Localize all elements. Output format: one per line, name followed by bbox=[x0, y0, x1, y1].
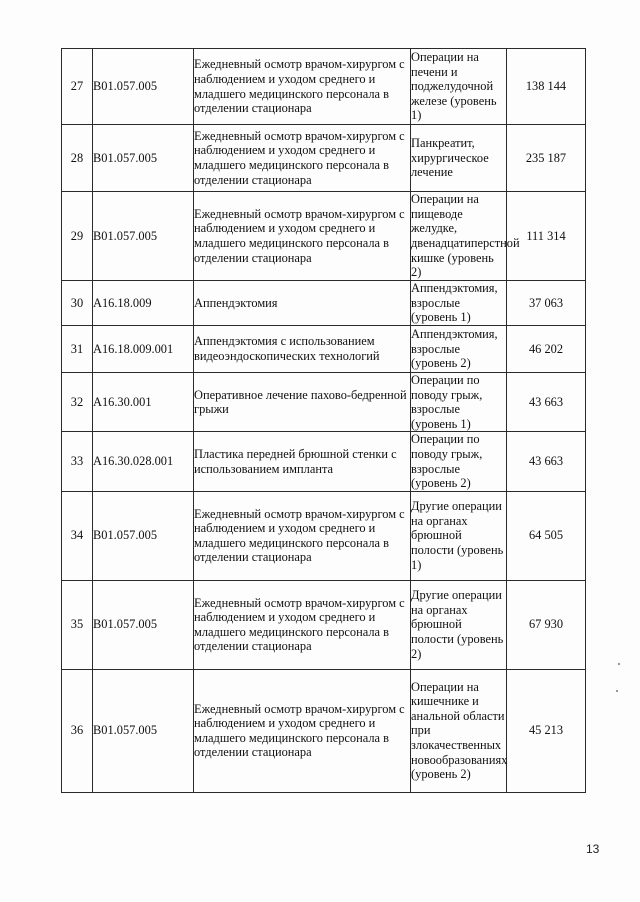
page-number: 13 bbox=[586, 842, 600, 856]
service-code: A16.18.009.001 bbox=[93, 326, 194, 373]
service-name-text: Пластика передней брюшной стенки с использованием импланта bbox=[194, 446, 397, 476]
service-code: B01.057.005 bbox=[93, 125, 194, 192]
table-row bbox=[62, 491, 586, 580]
table-row bbox=[62, 192, 586, 281]
service-name-text: Аппендэктомия bbox=[194, 295, 278, 310]
service-code: A16.30.028.001 bbox=[93, 432, 194, 491]
operation-group bbox=[411, 49, 507, 125]
operation-group-text: Операции на кишечнике и анальной области при злокачественных новообразованиях (уровень 2) bbox=[411, 679, 508, 782]
row-number: 28 bbox=[62, 125, 93, 192]
operation-group-text: Аппендэктомия, взрослые (уровень 1) bbox=[411, 281, 498, 325]
service-code: B01.057.005 bbox=[93, 580, 194, 669]
service-name-text: Ежедневный осмотр врачом-хирургом с наблюдением и уходом среднего и младшего медицинского персонала в отделении стационара bbox=[194, 57, 405, 116]
operation-group-text: Другие операции на органах брюшной полости (уровень 2) bbox=[411, 588, 504, 661]
operation-group bbox=[411, 192, 520, 281]
service-name bbox=[194, 669, 411, 792]
service-name-text: Ежедневный осмотр врачом-хирургом с наблюдением и уходом среднего и младшего медицинского персонала в отделении стационара bbox=[194, 506, 405, 565]
row-number: 27 bbox=[62, 49, 93, 125]
service-name-text: Ежедневный осмотр врачом-хирургом с наблюдением и уходом среднего и младшего медицинского персонала в отделении стационара bbox=[194, 595, 405, 654]
service-code: B01.057.005 bbox=[93, 192, 194, 281]
service-code: B01.057.005 bbox=[93, 669, 194, 792]
service-name bbox=[194, 373, 411, 432]
service-code: B01.057.005 bbox=[93, 491, 194, 580]
operation-group bbox=[411, 125, 507, 192]
price: 43 663 bbox=[507, 432, 586, 491]
operation-group bbox=[411, 281, 507, 326]
row-number: 30 bbox=[62, 281, 93, 326]
operation-group-text: Панкреатит, хирургическое лечение bbox=[411, 136, 489, 180]
operation-group-text: Операции на печени и поджелудочной железе (уровень 1) bbox=[411, 50, 497, 123]
service-name bbox=[194, 281, 411, 326]
operation-group bbox=[411, 373, 507, 432]
price: 46 202 bbox=[507, 326, 586, 373]
row-number: 29 bbox=[62, 192, 93, 281]
price: 43 663 bbox=[507, 373, 586, 432]
operation-group-text: Операции по поводу грыж, взрослые (уровень 2) bbox=[411, 432, 483, 491]
service-name-text: Ежедневный осмотр врачом-хирургом с наблюдением и уходом среднего и младшего медицинского персонала в отделении стационара bbox=[194, 128, 405, 187]
operation-group bbox=[411, 326, 507, 373]
operation-group bbox=[411, 580, 507, 669]
price: 235 187 bbox=[507, 125, 586, 192]
price: 67 930 bbox=[507, 580, 586, 669]
operation-group bbox=[411, 432, 507, 491]
scan-speck bbox=[616, 690, 618, 692]
service-name bbox=[194, 125, 411, 192]
operation-group bbox=[411, 669, 507, 792]
price: 37 063 bbox=[507, 281, 586, 326]
service-name-text: Ежедневный осмотр врачом-хирургом с наблюдением и уходом среднего и младшего медицинского персонала в отделении стационара bbox=[194, 206, 405, 265]
tariff-table bbox=[61, 48, 586, 793]
price: 45 213 bbox=[507, 669, 586, 792]
operation-group-text: Операции по поводу грыж, взрослые (уровень 1) bbox=[411, 373, 483, 431]
service-code: B01.057.005 bbox=[93, 49, 194, 125]
operation-group-text: Другие операции на органах брюшной полости (уровень 1) bbox=[411, 499, 504, 572]
service-name bbox=[194, 432, 411, 491]
row-number: 34 bbox=[62, 491, 93, 580]
service-code: A16.18.009 bbox=[93, 281, 194, 326]
table-row bbox=[62, 373, 586, 432]
service-name bbox=[194, 580, 411, 669]
scan-speck bbox=[618, 663, 620, 665]
price: 111 314 bbox=[507, 192, 586, 281]
service-name bbox=[194, 326, 411, 373]
table-row bbox=[62, 669, 586, 792]
operation-group bbox=[411, 491, 507, 580]
table-row bbox=[62, 125, 586, 192]
operation-group-text: Операции на пищеводе желудке, двенадцатиперстной кишке (уровень 2) bbox=[411, 192, 520, 280]
table-row bbox=[62, 580, 586, 669]
row-number: 33 bbox=[62, 432, 93, 491]
row-number: 35 bbox=[62, 580, 93, 669]
service-name bbox=[194, 491, 411, 580]
operation-group-text: Аппендэктомия, взрослые (уровень 2) bbox=[411, 327, 498, 371]
service-name-text: Ежедневный осмотр врачом-хирургом с наблюдением и уходом среднего и младшего медицинского персонала в отделении стационара bbox=[194, 701, 405, 760]
table-row bbox=[62, 432, 586, 491]
row-number: 31 bbox=[62, 326, 93, 373]
service-name bbox=[194, 49, 411, 125]
price: 138 144 bbox=[507, 49, 586, 125]
service-name bbox=[194, 192, 411, 281]
service-name-text: Аппендэктомия с использованием видеоэндоскопических технологий bbox=[194, 334, 380, 363]
service-name-text: Оперативное лечение пахово-бедренной грыжи bbox=[194, 387, 407, 417]
table-row bbox=[62, 281, 586, 326]
table-row bbox=[62, 326, 586, 373]
price: 64 505 bbox=[507, 491, 586, 580]
row-number: 36 bbox=[62, 669, 93, 792]
row-number: 32 bbox=[62, 373, 93, 432]
table-row bbox=[62, 49, 586, 125]
service-code: A16.30.001 bbox=[93, 373, 194, 432]
